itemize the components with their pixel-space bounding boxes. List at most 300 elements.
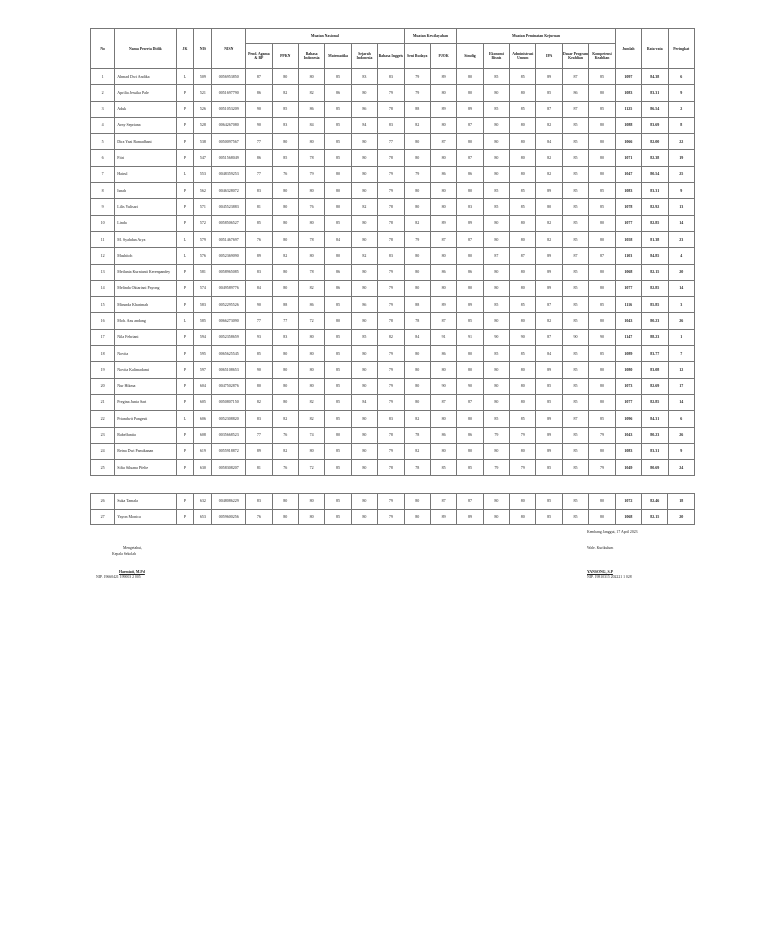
table-row bbox=[91, 313, 695, 329]
cell-score: 79 bbox=[378, 280, 404, 296]
cell-score: 86 bbox=[430, 427, 456, 443]
cell-jumlah: 1083 bbox=[615, 85, 641, 101]
cell-nis: 619 bbox=[194, 443, 212, 459]
cell-score: 86 bbox=[325, 85, 351, 101]
cell-score: 79 bbox=[378, 85, 404, 101]
cell-score: 85 bbox=[589, 183, 615, 199]
cell-score: 85 bbox=[325, 411, 351, 427]
cell-nis: 571 bbox=[194, 199, 212, 215]
cell-rata: 82.85 bbox=[642, 394, 668, 410]
cell-score: 78 bbox=[404, 427, 430, 443]
cell-score: 81 bbox=[246, 199, 272, 215]
cell-score: 83 bbox=[378, 411, 404, 427]
signature-left-line1: Mengetahui, bbox=[123, 546, 143, 550]
cell-nisn: 0064267080 bbox=[212, 117, 246, 133]
cell-score: 85 bbox=[483, 69, 509, 85]
cell-jumlah: 1073 bbox=[615, 378, 641, 394]
cell-score: 80 bbox=[298, 329, 324, 345]
cell-jumlah: 1080 bbox=[615, 362, 641, 378]
cell-score: 80 bbox=[404, 378, 430, 394]
cell-jk: P bbox=[176, 427, 194, 443]
cell-score: 80 bbox=[404, 134, 430, 150]
table-row bbox=[91, 346, 695, 362]
cell-score: 80 bbox=[298, 494, 324, 510]
cell-no: 6 bbox=[91, 150, 115, 166]
cell-score: 80 bbox=[272, 215, 298, 231]
cell-nisn: 0046328072 bbox=[212, 183, 246, 199]
cell-nisn: 0048359253 bbox=[212, 166, 246, 182]
cell-score: 80 bbox=[351, 215, 377, 231]
col-header-subject: Kompetensi Keahlian bbox=[589, 44, 615, 69]
cell-score: 87 bbox=[589, 248, 615, 264]
table-row bbox=[91, 494, 695, 510]
table-row bbox=[91, 427, 695, 443]
cell-score: 89 bbox=[457, 509, 483, 525]
cell-score: 80 bbox=[272, 280, 298, 296]
cell-peringkat: 26 bbox=[668, 313, 695, 329]
cell-score: 85 bbox=[589, 297, 615, 313]
cell-score: 76 bbox=[272, 460, 298, 476]
cell-peringkat: 8 bbox=[668, 117, 695, 133]
cell-score: 85 bbox=[536, 378, 562, 394]
cell-score: 84 bbox=[536, 346, 562, 362]
cell-score: 87 bbox=[562, 248, 588, 264]
cell-score: 78 bbox=[378, 101, 404, 117]
cell-score: 85 bbox=[510, 199, 536, 215]
cell-nis: 528 bbox=[194, 117, 212, 133]
cell-peringkat: 9 bbox=[668, 183, 695, 199]
cell-score: 80 bbox=[272, 134, 298, 150]
cell-score: 80 bbox=[404, 150, 430, 166]
cell-score: 79 bbox=[589, 427, 615, 443]
cell-score: 87 bbox=[430, 494, 456, 510]
cell-score: 91 bbox=[457, 329, 483, 345]
cell-score: 83 bbox=[246, 264, 272, 280]
col-header-subject: IPA bbox=[536, 44, 562, 69]
cell-score: 84 bbox=[298, 117, 324, 133]
cell-score: 79 bbox=[589, 460, 615, 476]
cell-score: 79 bbox=[378, 394, 404, 410]
cell-score: 80 bbox=[298, 69, 324, 85]
cell-nisn: 0050097567 bbox=[212, 134, 246, 150]
cell-nisn: 0047502876 bbox=[212, 378, 246, 394]
cell-score: 89 bbox=[536, 280, 562, 296]
cell-score: 79 bbox=[378, 378, 404, 394]
cell-score: 80 bbox=[351, 427, 377, 443]
cell-nama: Suka Tamala bbox=[115, 494, 176, 510]
cell-score: 80 bbox=[351, 166, 377, 182]
cell-score: 80 bbox=[589, 394, 615, 410]
cell-score: 80 bbox=[589, 117, 615, 133]
cell-score: 77 bbox=[246, 134, 272, 150]
cell-peringkat: 22 bbox=[668, 134, 695, 150]
cell-peringkat: 6 bbox=[668, 69, 695, 85]
cell-jumlah: 1088 bbox=[615, 117, 641, 133]
cell-nisn: 0052369090 bbox=[212, 248, 246, 264]
cell-score: 80 bbox=[589, 215, 615, 231]
cell-score: 80 bbox=[483, 509, 509, 525]
signature-right-title: Wale. Kurikulum bbox=[587, 546, 614, 550]
cell-score: 80 bbox=[430, 85, 456, 101]
cell-score: 85 bbox=[325, 494, 351, 510]
cell-score: 91 bbox=[430, 329, 456, 345]
cell-score: 80 bbox=[351, 494, 377, 510]
cell-nisn: 0052358659 bbox=[212, 329, 246, 345]
cell-score: 85 bbox=[562, 117, 588, 133]
cell-no: 25 bbox=[91, 460, 115, 476]
cell-score: 80 bbox=[589, 231, 615, 247]
cell-nama: Pregina Junia Sari bbox=[115, 394, 176, 410]
cell-nama: Priandwit Pangesti bbox=[115, 411, 176, 427]
cell-score: 85 bbox=[562, 443, 588, 459]
cell-rata: 84.38 bbox=[642, 69, 668, 85]
cell-nama: Arny Sepriana bbox=[115, 117, 176, 133]
col-header-subject: Sejarah Indonesia bbox=[351, 44, 377, 69]
cell-score: 80 bbox=[351, 443, 377, 459]
cell-peringkat: 13 bbox=[668, 199, 695, 215]
cell-score: 79 bbox=[404, 85, 430, 101]
cell-score: 89 bbox=[430, 297, 456, 313]
cell-score: 82 bbox=[272, 85, 298, 101]
cell-score: 85 bbox=[272, 150, 298, 166]
table-row bbox=[91, 134, 695, 150]
cell-score: 80 bbox=[325, 313, 351, 329]
cell-score: 80 bbox=[404, 346, 430, 362]
cell-jumlah: 1077 bbox=[615, 215, 641, 231]
cell-score: 87 bbox=[562, 69, 588, 85]
cell-score: 84 bbox=[536, 134, 562, 150]
cell-score: 78 bbox=[378, 199, 404, 215]
cell-score: 76 bbox=[246, 231, 272, 247]
cell-score: 79 bbox=[510, 427, 536, 443]
cell-score: 76 bbox=[298, 199, 324, 215]
cell-score: 80 bbox=[510, 150, 536, 166]
cell-no: 10 bbox=[91, 215, 115, 231]
cell-jumlah: 1103 bbox=[615, 248, 641, 264]
cell-score: 86 bbox=[430, 166, 456, 182]
cell-rata: 82.15 bbox=[642, 509, 668, 525]
cell-score: 79 bbox=[298, 166, 324, 182]
cell-rata: 82.92 bbox=[642, 199, 668, 215]
cell-score: 79 bbox=[378, 166, 404, 182]
cell-nama: Moh. Azu andang bbox=[115, 313, 176, 329]
cell-score: 89 bbox=[536, 69, 562, 85]
cell-score: 89 bbox=[457, 215, 483, 231]
place-date: Kembang Janggut, 17 April 2023 bbox=[587, 530, 638, 534]
cell-peringkat: 20 bbox=[668, 509, 695, 525]
cell-score: 80 bbox=[404, 264, 430, 280]
cell-nis: 608 bbox=[194, 427, 212, 443]
cell-score: 82 bbox=[404, 443, 430, 459]
cell-score: 85 bbox=[589, 69, 615, 85]
cell-score: 80 bbox=[272, 394, 298, 410]
cell-jumlah: 1072 bbox=[615, 494, 641, 510]
cell-score: 88 bbox=[404, 297, 430, 313]
cell-score: 80 bbox=[510, 443, 536, 459]
cell-rata: 83.77 bbox=[642, 346, 668, 362]
cell-no: 8 bbox=[91, 183, 115, 199]
cell-nama: Fitri bbox=[115, 150, 176, 166]
cell-score: 86 bbox=[351, 101, 377, 117]
cell-score: 86 bbox=[457, 264, 483, 280]
cell-score: 78 bbox=[298, 264, 324, 280]
cell-score: 84 bbox=[404, 329, 430, 345]
cell-score: 80 bbox=[457, 280, 483, 296]
cell-score: 86 bbox=[246, 85, 272, 101]
cell-score: 82 bbox=[536, 166, 562, 182]
cell-rata: 84.31 bbox=[642, 411, 668, 427]
cell-score: 89 bbox=[246, 248, 272, 264]
cell-jk: P bbox=[176, 509, 194, 525]
cell-rata: 82.69 bbox=[642, 378, 668, 394]
cell-score: 77 bbox=[246, 427, 272, 443]
cell-no: 9 bbox=[91, 199, 115, 215]
cell-score: 86 bbox=[325, 264, 351, 280]
cell-score: 90 bbox=[457, 378, 483, 394]
cell-jk: P bbox=[176, 215, 194, 231]
cell-score: 87 bbox=[457, 150, 483, 166]
cell-score: 80 bbox=[483, 215, 509, 231]
col-header-subject: Bahasa Inggris bbox=[378, 44, 404, 69]
cell-score: 76 bbox=[272, 427, 298, 443]
cell-jk: P bbox=[176, 443, 194, 459]
cell-score: 85 bbox=[325, 69, 351, 85]
cell-jk: L bbox=[176, 166, 194, 182]
cell-nisn: 0058308207 bbox=[212, 460, 246, 476]
cell-nisn: 0056953850 bbox=[212, 69, 246, 85]
cell-score: 85 bbox=[562, 394, 588, 410]
cell-nama: Nila Febriani bbox=[115, 329, 176, 345]
cell-jumlah: 1116 bbox=[615, 297, 641, 313]
cell-peringkat: 14 bbox=[668, 280, 695, 296]
cell-score: 79 bbox=[404, 69, 430, 85]
cell-score: 80 bbox=[430, 411, 456, 427]
cell-score: 80 bbox=[272, 264, 298, 280]
cell-nis: 583 bbox=[194, 297, 212, 313]
cell-score: 82 bbox=[536, 215, 562, 231]
cell-score: 83 bbox=[378, 117, 404, 133]
cell-score: 82 bbox=[404, 117, 430, 133]
cell-score: 89 bbox=[536, 443, 562, 459]
cell-jk: P bbox=[176, 378, 194, 394]
cell-score: 85 bbox=[562, 346, 588, 362]
cell-score: 80 bbox=[404, 199, 430, 215]
cell-score: 85 bbox=[589, 101, 615, 117]
cell-jumlah: 1068 bbox=[615, 264, 641, 280]
cell-score: 83 bbox=[351, 69, 377, 85]
cell-score: 80 bbox=[457, 411, 483, 427]
cell-score: 85 bbox=[562, 313, 588, 329]
cell-score: 82 bbox=[298, 85, 324, 101]
cell-rata: 82.15 bbox=[642, 264, 668, 280]
cell-score: 78 bbox=[298, 150, 324, 166]
cell-score: 90 bbox=[246, 362, 272, 378]
cell-score: 85 bbox=[510, 183, 536, 199]
cell-jk: P bbox=[176, 183, 194, 199]
cell-score: 79 bbox=[378, 183, 404, 199]
cell-score: 80 bbox=[298, 362, 324, 378]
cell-jk: L bbox=[176, 313, 194, 329]
cell-score: 86 bbox=[246, 150, 272, 166]
cell-score: 85 bbox=[483, 199, 509, 215]
cell-jumlah: 1077 bbox=[615, 280, 641, 296]
cell-score: 80 bbox=[510, 134, 536, 150]
cell-score: 85 bbox=[325, 134, 351, 150]
table-row bbox=[91, 329, 695, 345]
cell-score: 85 bbox=[536, 85, 562, 101]
cell-score: 78 bbox=[378, 231, 404, 247]
cell-score: 80 bbox=[510, 264, 536, 280]
cell-score: 80 bbox=[272, 362, 298, 378]
cell-score: 80 bbox=[298, 443, 324, 459]
cell-jk: P bbox=[176, 264, 194, 280]
cell-score: 87 bbox=[536, 101, 562, 117]
cell-score: 80 bbox=[404, 509, 430, 525]
cell-score: 85 bbox=[510, 101, 536, 117]
cell-score: 80 bbox=[351, 346, 377, 362]
cell-score: 80 bbox=[404, 362, 430, 378]
cell-nisn: 0049589776 bbox=[212, 280, 246, 296]
signature-left-name: Harmiati, M.Pd bbox=[119, 570, 145, 574]
cell-score: 89 bbox=[536, 264, 562, 280]
cell-score: 82 bbox=[272, 443, 298, 459]
cell-peringkat: 9 bbox=[668, 443, 695, 459]
cell-score: 80 bbox=[483, 362, 509, 378]
cell-score: 85 bbox=[483, 411, 509, 427]
cell-rata: 82.38 bbox=[642, 150, 668, 166]
cell-score: 83 bbox=[272, 329, 298, 345]
cell-score: 80 bbox=[589, 362, 615, 378]
cell-score: 85 bbox=[246, 346, 272, 362]
cell-rata: 83.31 bbox=[642, 183, 668, 199]
cell-score: 80 bbox=[457, 134, 483, 150]
col-header-subject: Simdig bbox=[457, 44, 483, 69]
cell-no: 24 bbox=[91, 443, 115, 459]
cell-score: 80 bbox=[589, 166, 615, 182]
cell-score: 80 bbox=[298, 378, 324, 394]
cell-no: 22 bbox=[91, 411, 115, 427]
cell-no: 3 bbox=[91, 101, 115, 117]
cell-score: 85 bbox=[562, 150, 588, 166]
cell-score: 85 bbox=[562, 297, 588, 313]
cell-nisn: 0051568049 bbox=[212, 150, 246, 166]
cell-score: 80 bbox=[325, 183, 351, 199]
cell-score: 85 bbox=[325, 150, 351, 166]
cell-rata: 82.85 bbox=[642, 215, 668, 231]
cell-peringkat: 9 bbox=[668, 85, 695, 101]
cell-jk: P bbox=[176, 494, 194, 510]
cell-score: 80 bbox=[483, 443, 509, 459]
cell-nisn: 0045523883 bbox=[212, 199, 246, 215]
cell-score: 80 bbox=[483, 378, 509, 394]
cell-score: 85 bbox=[325, 215, 351, 231]
cell-score: 78 bbox=[404, 313, 430, 329]
cell-score: 85 bbox=[562, 460, 588, 476]
cell-rata: 88.23 bbox=[642, 329, 668, 345]
cell-rata: 82.00 bbox=[642, 134, 668, 150]
cell-score: 74 bbox=[298, 427, 324, 443]
cell-score: 89 bbox=[430, 69, 456, 85]
cell-jk: P bbox=[176, 460, 194, 476]
cell-jumlah: 1096 bbox=[615, 411, 641, 427]
cell-score: 78 bbox=[378, 460, 404, 476]
cell-score: 87 bbox=[457, 394, 483, 410]
cell-score: 80 bbox=[483, 166, 509, 182]
cell-score: 82 bbox=[272, 411, 298, 427]
cell-jumlah: 1068 bbox=[615, 509, 641, 525]
cell-score: 80 bbox=[272, 346, 298, 362]
cell-score: 80 bbox=[510, 280, 536, 296]
cell-jk: P bbox=[176, 297, 194, 313]
cell-nama: Novita bbox=[115, 346, 176, 362]
cell-score: 79 bbox=[510, 460, 536, 476]
cell-score: 80 bbox=[483, 394, 509, 410]
cell-score: 80 bbox=[589, 443, 615, 459]
cell-nisn: 0052308820 bbox=[212, 411, 246, 427]
cell-score: 79 bbox=[404, 231, 430, 247]
cell-nis: 585 bbox=[194, 313, 212, 329]
cell-score: 82 bbox=[351, 248, 377, 264]
cell-score: 89 bbox=[457, 297, 483, 313]
cell-score: 86 bbox=[457, 427, 483, 443]
table-row bbox=[91, 297, 695, 313]
col-header-nisn: NISN bbox=[212, 29, 246, 69]
cell-score: 85 bbox=[562, 215, 588, 231]
cell-nis: 597 bbox=[194, 362, 212, 378]
cell-score: 76 bbox=[272, 166, 298, 182]
cell-jumlah: 1066 bbox=[615, 134, 641, 150]
cell-no: 18 bbox=[91, 346, 115, 362]
col-header-jk: JK bbox=[176, 29, 194, 69]
cell-score: 80 bbox=[272, 183, 298, 199]
cell-score: 80 bbox=[589, 280, 615, 296]
cell-score: 85 bbox=[589, 346, 615, 362]
cell-nama: Dira Yazi Ramadhani bbox=[115, 134, 176, 150]
cell-score: 80 bbox=[246, 378, 272, 394]
cell-score: 80 bbox=[483, 85, 509, 101]
table-row bbox=[91, 215, 695, 231]
cell-score: 89 bbox=[536, 411, 562, 427]
cell-no: 19 bbox=[91, 362, 115, 378]
cell-score: 80 bbox=[510, 362, 536, 378]
cell-score: 80 bbox=[457, 183, 483, 199]
cell-score: 83 bbox=[246, 183, 272, 199]
cell-score: 85 bbox=[536, 509, 562, 525]
cell-peringkat: 1 bbox=[668, 329, 695, 345]
cell-score: 87 bbox=[562, 411, 588, 427]
cell-score: 85 bbox=[483, 101, 509, 117]
cell-score: 80 bbox=[510, 215, 536, 231]
cell-nama: Mashitoh bbox=[115, 248, 176, 264]
cell-nis: 572 bbox=[194, 215, 212, 231]
cell-score: 89 bbox=[430, 101, 456, 117]
table-row bbox=[91, 264, 695, 280]
cell-score: 80 bbox=[510, 378, 536, 394]
table-row bbox=[91, 248, 695, 264]
cell-score: 80 bbox=[430, 362, 456, 378]
cell-score: 77 bbox=[378, 134, 404, 150]
cell-rata: 82.85 bbox=[642, 280, 668, 296]
cell-score: 89 bbox=[430, 215, 456, 231]
cell-score: 85 bbox=[562, 509, 588, 525]
cell-rata: 83.08 bbox=[642, 362, 668, 378]
cell-nama: Lilis Yulisari bbox=[115, 199, 176, 215]
cell-score: 79 bbox=[378, 443, 404, 459]
cell-nis: 632 bbox=[194, 494, 212, 510]
cell-score: 85 bbox=[589, 411, 615, 427]
cell-rata: 83.69 bbox=[642, 117, 668, 133]
cell-jk: L bbox=[176, 231, 194, 247]
